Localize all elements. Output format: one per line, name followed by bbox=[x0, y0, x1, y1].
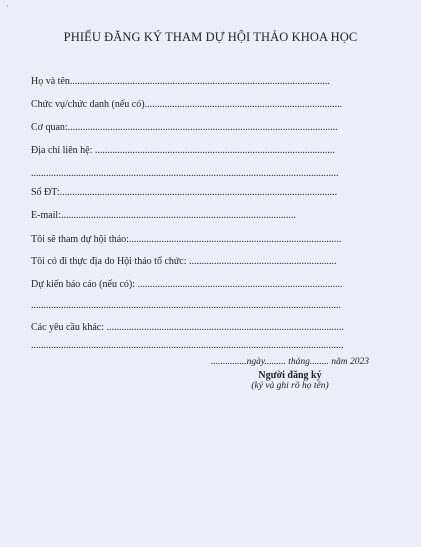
field-position-title: Chức vụ/chức danh (nếu có)............................................................................... bbox=[31, 99, 343, 110]
signature-date-line: ...............ngày......... tháng........ năm 2023 bbox=[210, 357, 370, 367]
field-phone: Số ĐT:............................................................................................................... bbox=[31, 187, 338, 198]
field-other-requests-cont: ............................................................................................................................. bbox=[31, 340, 344, 351]
field-attend-workshop: Tôi sẽ tham dự hội thảo:..................................................................................... bbox=[31, 234, 342, 245]
signature-title: Người đăng ký bbox=[258, 370, 322, 381]
field-other-requests: Các yêu cầu khác: ............................................................................................... bbox=[31, 322, 345, 333]
field-contact-address-cont: ........................................................................................................................... bbox=[31, 168, 339, 179]
field-field-trip: Tôi có đi thực địa do Hội thảo tổ chức: ........................................................... bbox=[31, 256, 337, 267]
field-planned-report-cont: ............................................................................................................................ bbox=[31, 300, 341, 311]
field-planned-report: Dự kiến báo cáo (nếu có): .................................................................................. bbox=[31, 279, 343, 290]
field-contact-address: Địa chỉ liên hệ: ................................................................................................ bbox=[31, 145, 335, 156]
corner-mark: · bbox=[6, 2, 9, 11]
signature-note: (ký và ghi rõ họ tên) bbox=[251, 381, 329, 391]
field-full-name: Họ và tên........................................................................................................ bbox=[31, 76, 330, 87]
field-email: E-mail:.............................................................................................. bbox=[31, 210, 296, 221]
form-title: PHIẾU ĐĂNG KÝ THAM DỰ HỘI THẢO KHOA HỌC bbox=[63, 30, 358, 44]
field-organization: Cơ quan:............................................................................................................ bbox=[31, 122, 338, 133]
